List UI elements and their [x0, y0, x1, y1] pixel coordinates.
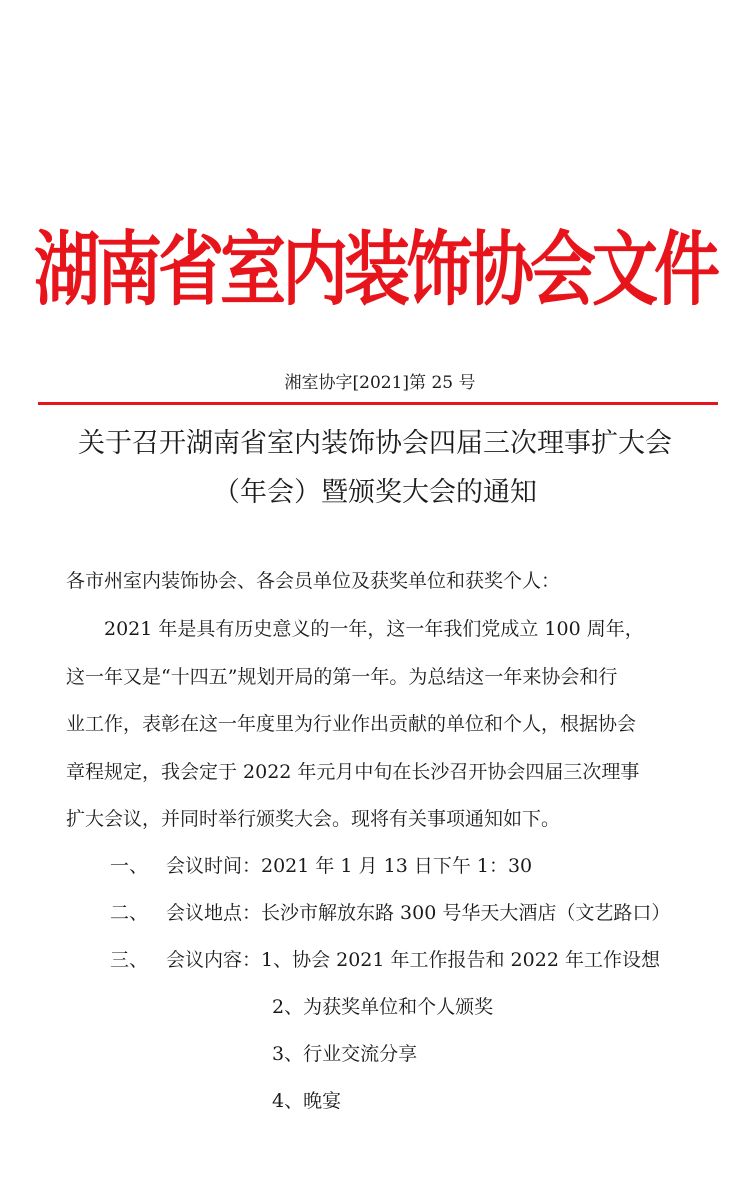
sub-item: 2、为获奖单位和个人颁奖	[272, 996, 494, 1018]
red-divider-line	[38, 402, 718, 405]
salutation: 各市州室内装饰协会、各会员单位及获奖单位和获奖个人：	[66, 570, 561, 592]
item-number: 二、	[110, 902, 149, 924]
item-number: 一、	[110, 855, 149, 877]
notice-title-line-2: （年会）暨颁奖大会的通知	[213, 477, 537, 508]
item-meeting-content: 会议内容：1、协会 2021 年工作报告和 2022 年工作设想	[166, 949, 660, 971]
item-number: 三、	[110, 949, 149, 971]
paragraph-line: 2021 年是具有历史意义的一年，这一年我们党成立 100 周年，	[104, 618, 644, 640]
item-meeting-location: 会议地点：长沙市解放东路 300 号华天大酒店（文艺路口）	[166, 902, 671, 924]
paragraph-line: 这一年又是“十四五”规划开局的第一年。为总结这一年来协会和行	[66, 666, 618, 688]
document-number: 湘室协字[2021]第 25 号	[284, 373, 476, 393]
document-masthead: 湖南省室内装饰协会文件	[34, 222, 716, 318]
paragraph-line: 扩大会议，并同时举行颁奖大会。现将有关事项通知如下。	[66, 808, 561, 830]
item-meeting-time: 会议时间：2021 年 1 月 13 日下午 1：30	[166, 855, 533, 877]
sub-item: 4、晚宴	[272, 1090, 342, 1112]
paragraph-line: 章程规定，我会定于 2022 年元月中旬在长沙召开协会四届三次理事	[66, 761, 640, 783]
sub-item: 3、行业交流分享	[272, 1043, 418, 1065]
paragraph-line: 业工作，表彰在这一年度里为行业作出贡献的单位和个人，根据协会	[66, 713, 637, 735]
notice-title-line-1: 关于召开湖南省室内装饰协会四届三次理事扩大会	[78, 428, 672, 459]
